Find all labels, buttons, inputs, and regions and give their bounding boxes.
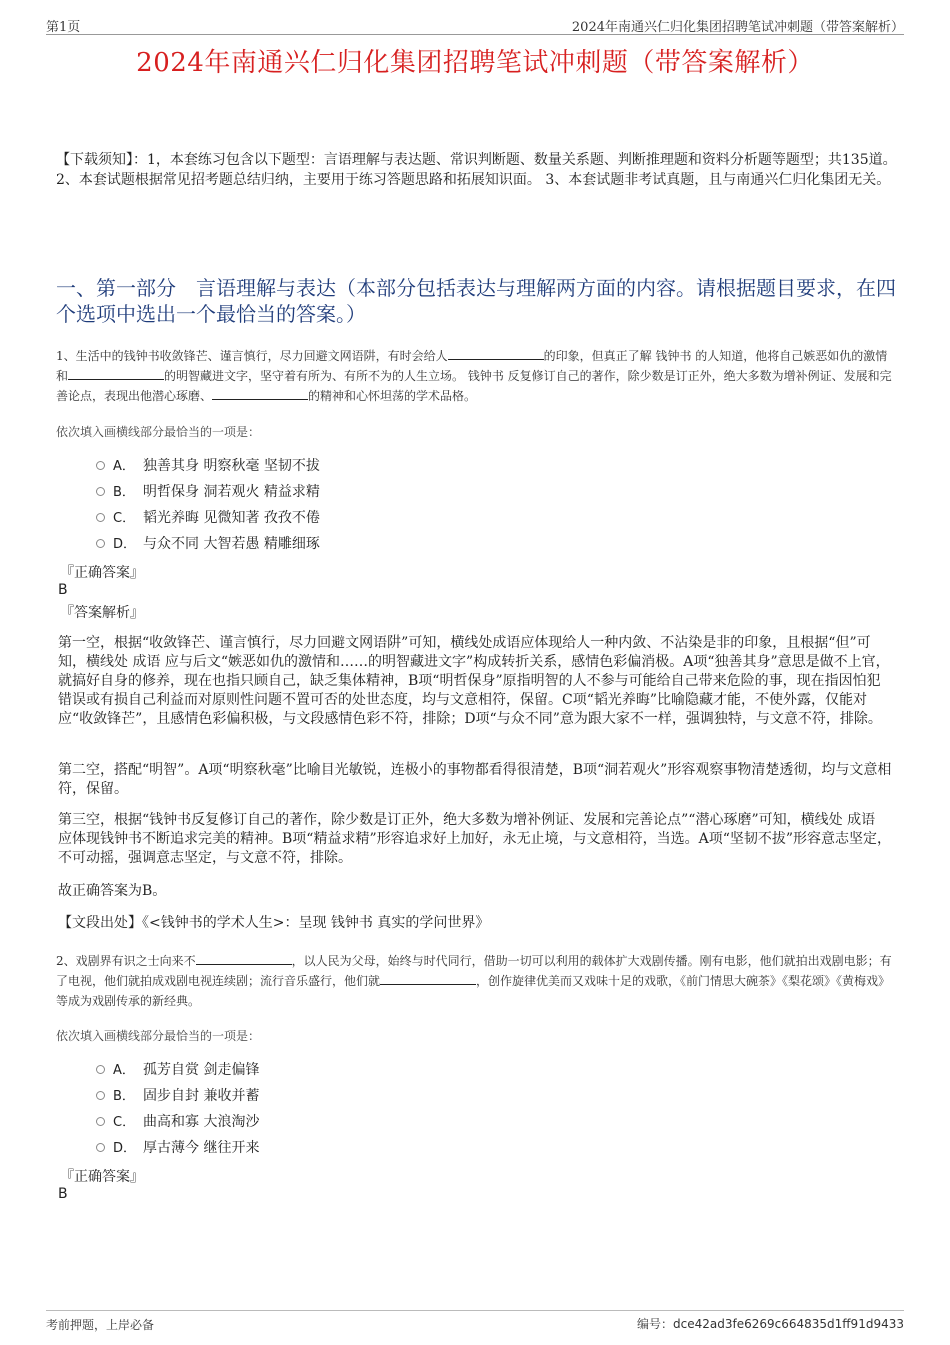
radio-icon[interactable] <box>96 461 105 470</box>
page-number: 第1页 <box>46 20 81 35</box>
q1-option-b[interactable]: B． 明哲保身 洞若观火 精益求精 <box>96 482 320 502</box>
header-doc-title: 2024年南通兴仁归化集团招聘笔试冲刺题（带答案解析） <box>571 20 904 35</box>
radio-icon[interactable] <box>96 1117 105 1126</box>
radio-icon[interactable] <box>96 1091 105 1100</box>
question-2-text: 2、戏剧界有识之士向来不 ，以人民为父母，始终与时代同行，借助一切可以利用的载体扩大戏剧传播。刚有电影，他们就拍出戏剧电影；有了电视，他们就拍成戏剧电视连续剧；流行音乐盛行，他们就 ，创作旋律优美而又戏味十足的戏歌，《前门情思大碗茶》《梨花颂》《黄梅戏》等成为戏剧传承的新经典。 <box>56 954 892 1008</box>
page-footer <box>46 1310 904 1335</box>
footer-slogan: 考前押题，上岸必备 <box>46 1318 155 1332</box>
q1-option-c[interactable]: C． 韬光养晦 见微知著 孜孜不倦 <box>96 508 320 528</box>
blank-line <box>196 952 292 965</box>
q2-option-b[interactable]: B． 固步自封 兼收并蓄 <box>96 1086 259 1106</box>
q1-analysis-paragraph-3: 第三空，根据“钱钟书反复修订自己的著作，除少数是订正外，绝大多数为增补例证、发展和完善论点”“潜心琢磨”可知，横线处 成语 应体现钱钟书不断追求完美的精神。B项“精益求精”形容追求好上加好，永无止境，与文意相符，当选。A项“坚韧不拔”形容意志坚定，不可动摇，强调意志坚定，与文意不符，排除。 <box>58 812 892 866</box>
question-1-text: 1、生活中的钱钟书收敛锋芒、谨言慎行，尽力回避文网语阱，有时会给人 的印象，但真正了解 钱钟书 的人知道，他将自己嫉恶如仇的激情和 的明智藏进文字，坚守着有所为、有所不为的人生立场。 钱钟书 反复修订自己的著作，除少数是订正外，绝大多数为增补例证、发展和完善论点，表现出他潜心琢磨、 的精神和心怀坦荡的学术品格。 <box>56 349 892 403</box>
document-title: 2024年南通兴仁归化集团招聘笔试冲刺题（带答案解析） <box>136 48 814 78</box>
question-2-prompt: 依次填入画横线部分最恰当的一项是： <box>56 1029 261 1043</box>
radio-icon[interactable] <box>96 1065 105 1074</box>
q2-option-c[interactable]: C． 曲高和寡 大浪淘沙 <box>96 1112 259 1132</box>
radio-icon[interactable] <box>96 1143 105 1152</box>
q1-answer-label: 『正确答案』 <box>60 565 144 581</box>
q1-source: 【文段出处】《<钱钟书的学术人生>：呈现 钱钟书 真实的学问世界》 <box>58 915 490 931</box>
radio-icon[interactable] <box>96 513 105 522</box>
question-1-prompt: 依次填入画横线部分最恰当的一项是： <box>56 425 261 439</box>
q2-answer-value: B <box>58 1186 68 1202</box>
blank-line <box>212 387 308 400</box>
q2-answer-label: 『正确答案』 <box>60 1169 144 1185</box>
page-header <box>46 14 904 35</box>
q1-analysis-paragraph-1: 第一空，根据“收敛锋芒、谨言慎行，尽力回避文网语阱”可知，横线处成语应体现给人一种内敛、不沾染是非的印象，且根据“但”可知，横线处 成语 应与后文“嫉恶如仇的激情和……的明智藏进文字”构成转折关系，感情色彩偏消极。A项“独善其身”意思是做不上官，就搞好自身的修养，现在也指只顾自己，缺乏集体精神，B项“明哲保身”原指明智的人不参与可能给自己带来危险的事，现在指因怕犯错误或有损自己利益而对原则性问题不置可否的处世态度，均与文意相符，保留。C项“韬光养晦”比喻隐藏才能，不使外露，仅能对应“收敛锋芒”，且感情色彩偏积极，与文段感情色彩不符，排除；D项“与众不同”意为跟大家不一样，强调独特，与文意不符，排除。 <box>58 635 890 727</box>
download-notice: 【下载须知】：1，本套练习包含以下题型：言语理解与表达题、常识判断题、数量关系题、判断推理题和资料分析题等题型；共135道。 2、本套试题根据常见招考题总结归纳，主要用于练习答题思路和拓展知识面。 3、本套试题非考试真题，且与南通兴仁归化集团无关。 <box>56 152 897 188</box>
radio-icon[interactable] <box>96 539 105 548</box>
q2-option-a[interactable]: A． 孤芳自赏 剑走偏锋 <box>96 1060 259 1080</box>
q1-option-a[interactable]: A． 独善其身 明察秋毫 坚韧不拔 <box>96 456 320 476</box>
q1-option-d[interactable]: D． 与众不同 大智若愚 精雕细琢 <box>96 534 320 554</box>
radio-icon[interactable] <box>96 487 105 496</box>
section-title: 一、第一部分 言语理解与表达（本部分包括表达与理解两方面的内容。请根据题目要求，在四个选项中选出一个最恰当的答案。） <box>56 276 896 326</box>
blank-line <box>448 347 544 360</box>
blank-line <box>380 972 476 985</box>
q2-option-d[interactable]: D． 厚古薄今 继往开来 <box>96 1138 259 1158</box>
q1-analysis-label: 『答案解析』 <box>60 605 144 621</box>
q1-analysis-paragraph-2: 第二空，搭配“明智”。A项“明察秋毫”比喻目光敏锐，连极小的事物都看得很清楚，B项“洞若观火”形容观察事物清楚透彻，均与文意相符，保留。 <box>58 762 892 797</box>
blank-line <box>68 367 164 380</box>
q1-answer-value: B <box>58 582 68 598</box>
q1-conclusion: 故正确答案为B。 <box>58 883 167 899</box>
footer-code: 编号：dce42ad3fe6269c664835d1ff91d9433 <box>637 1317 904 1331</box>
